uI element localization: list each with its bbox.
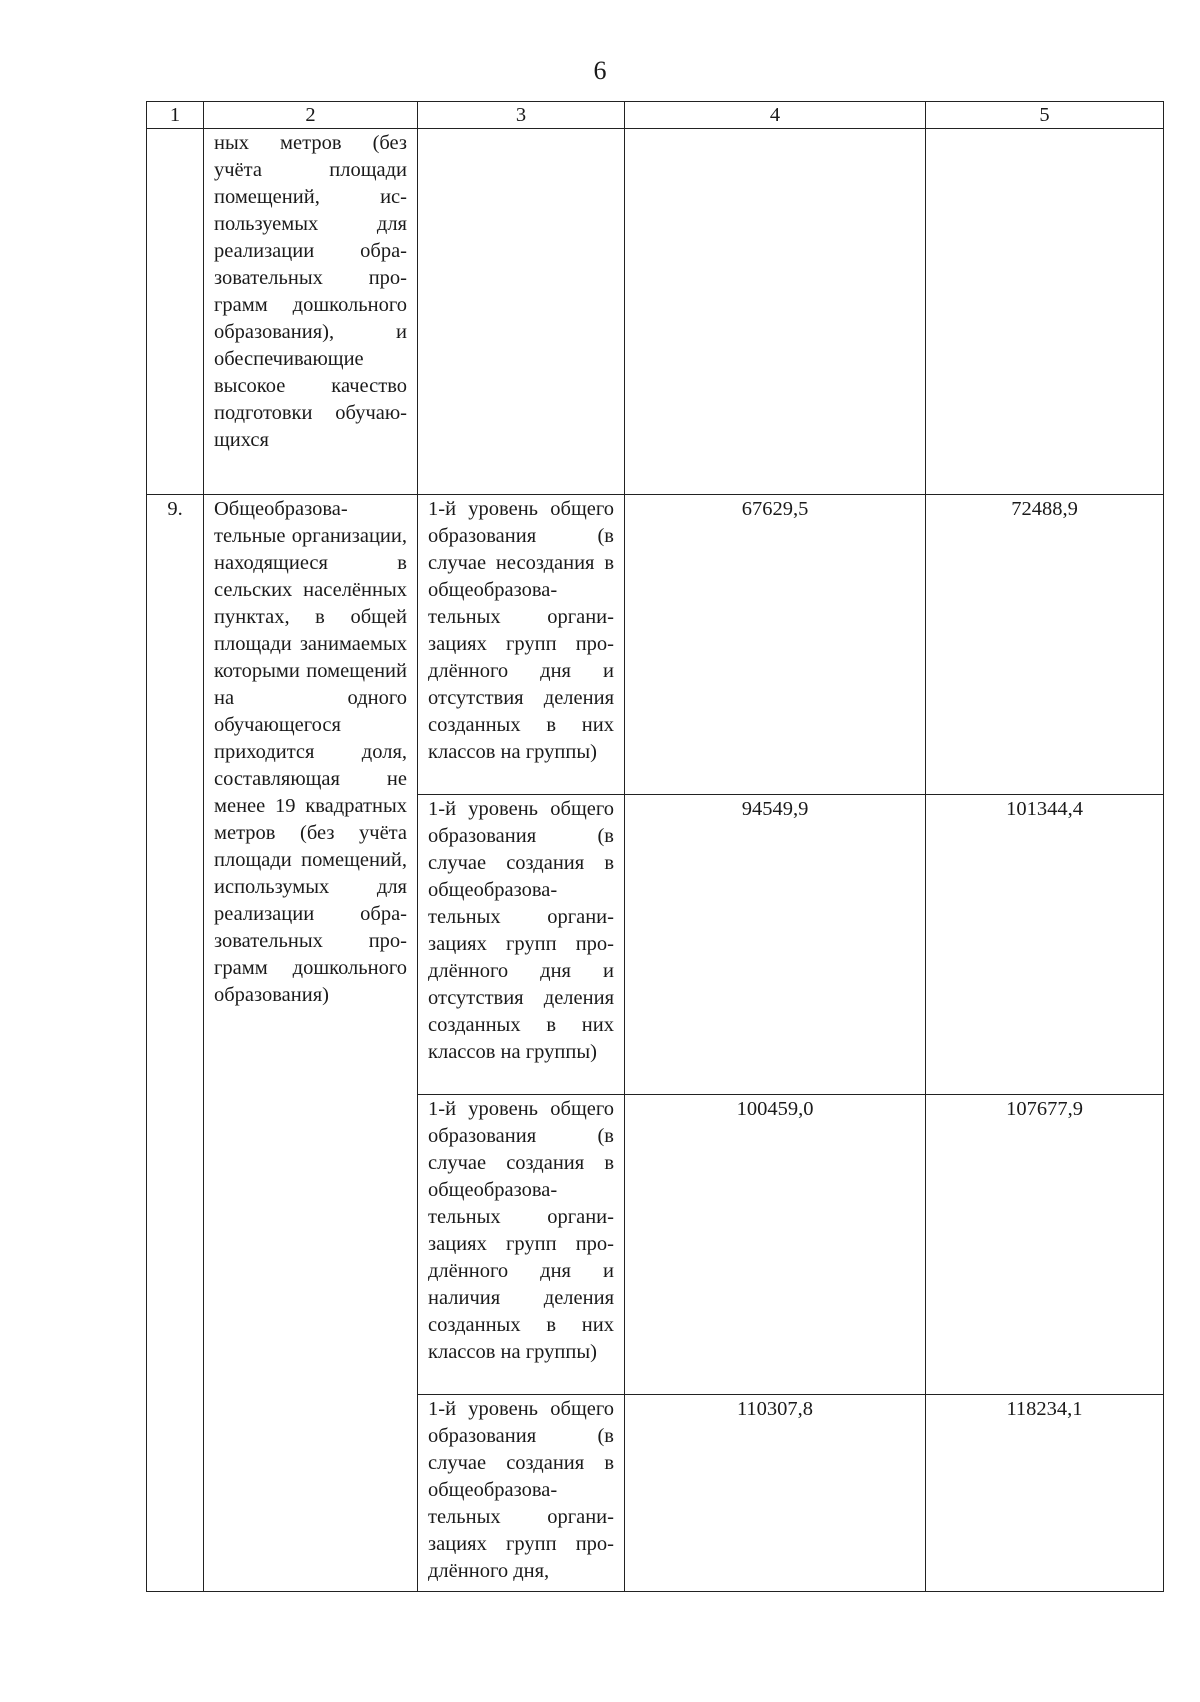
level-cell-1: 1-й уровень общего образования (в случае несоздания в общеобразовательных организациях групп продлённого дня и отсутствия деления созданных в них классов на группы) <box>418 495 625 795</box>
continuation-num-cell <box>147 129 204 495</box>
header-col-1: 1 <box>147 102 204 129</box>
row-9-description: Общеобразовательные организации, находящиеся в сельских населённых пунктах, в общей площади занимаемых которыми помещений на одного обучающегося приходится доля, составляющая не менее 19 квадратных метров (без учёта площади помещений, использумых для реализации образовательных программ дошкольного образования) <box>204 495 418 1592</box>
table-header-row <box>147 102 1164 129</box>
row-9-item-1 <box>147 495 1164 795</box>
value5-cell-3: 107677,9 <box>926 1095 1164 1395</box>
value5-cell-1: 72488,9 <box>926 495 1164 795</box>
value4-cell-1: 67629,5 <box>625 495 926 795</box>
level-cell-3: 1-й уровень общего образования (в случае создания в общеобразовательных организациях групп продлённого дня и наличия деления созданных в них классов на группы) <box>418 1095 625 1395</box>
standards-table <box>146 101 1164 1592</box>
level-cell-2: 1-й уровень общего образования (в случае создания в общеобразовательных организациях групп продлённого дня и отсутствия деления созданных в них классов на группы) <box>418 795 625 1095</box>
header-col-3: 3 <box>418 102 625 129</box>
continuation-value4-cell <box>625 129 926 495</box>
header-col-2: 2 <box>204 102 418 129</box>
value5-cell-4: 118234,1 <box>926 1395 1164 1592</box>
continuation-level-cell <box>418 129 625 495</box>
header-col-5: 5 <box>926 102 1164 129</box>
value4-cell-4: 110307,8 <box>625 1395 926 1592</box>
row-9-number: 9. <box>147 495 204 1592</box>
value5-cell-2: 101344,4 <box>926 795 1164 1095</box>
value4-cell-3: 100459,0 <box>625 1095 926 1395</box>
continuation-row <box>147 129 1164 495</box>
header-col-4: 4 <box>625 102 926 129</box>
continuation-description-cell: ных метров (без учёта площади помещений, используемых для реализации образовательных программ дошкольного образования), и обеспечивающие высокое качество подготовки обучающихся <box>204 129 418 495</box>
continuation-value5-cell <box>926 129 1164 495</box>
value4-cell-2: 94549,9 <box>625 795 926 1095</box>
level-cell-4: 1-й уровень общего образования (в случае создания в общеобразовательных организациях групп продлённого дня, <box>418 1395 625 1592</box>
page-number: 6 <box>593 56 607 85</box>
